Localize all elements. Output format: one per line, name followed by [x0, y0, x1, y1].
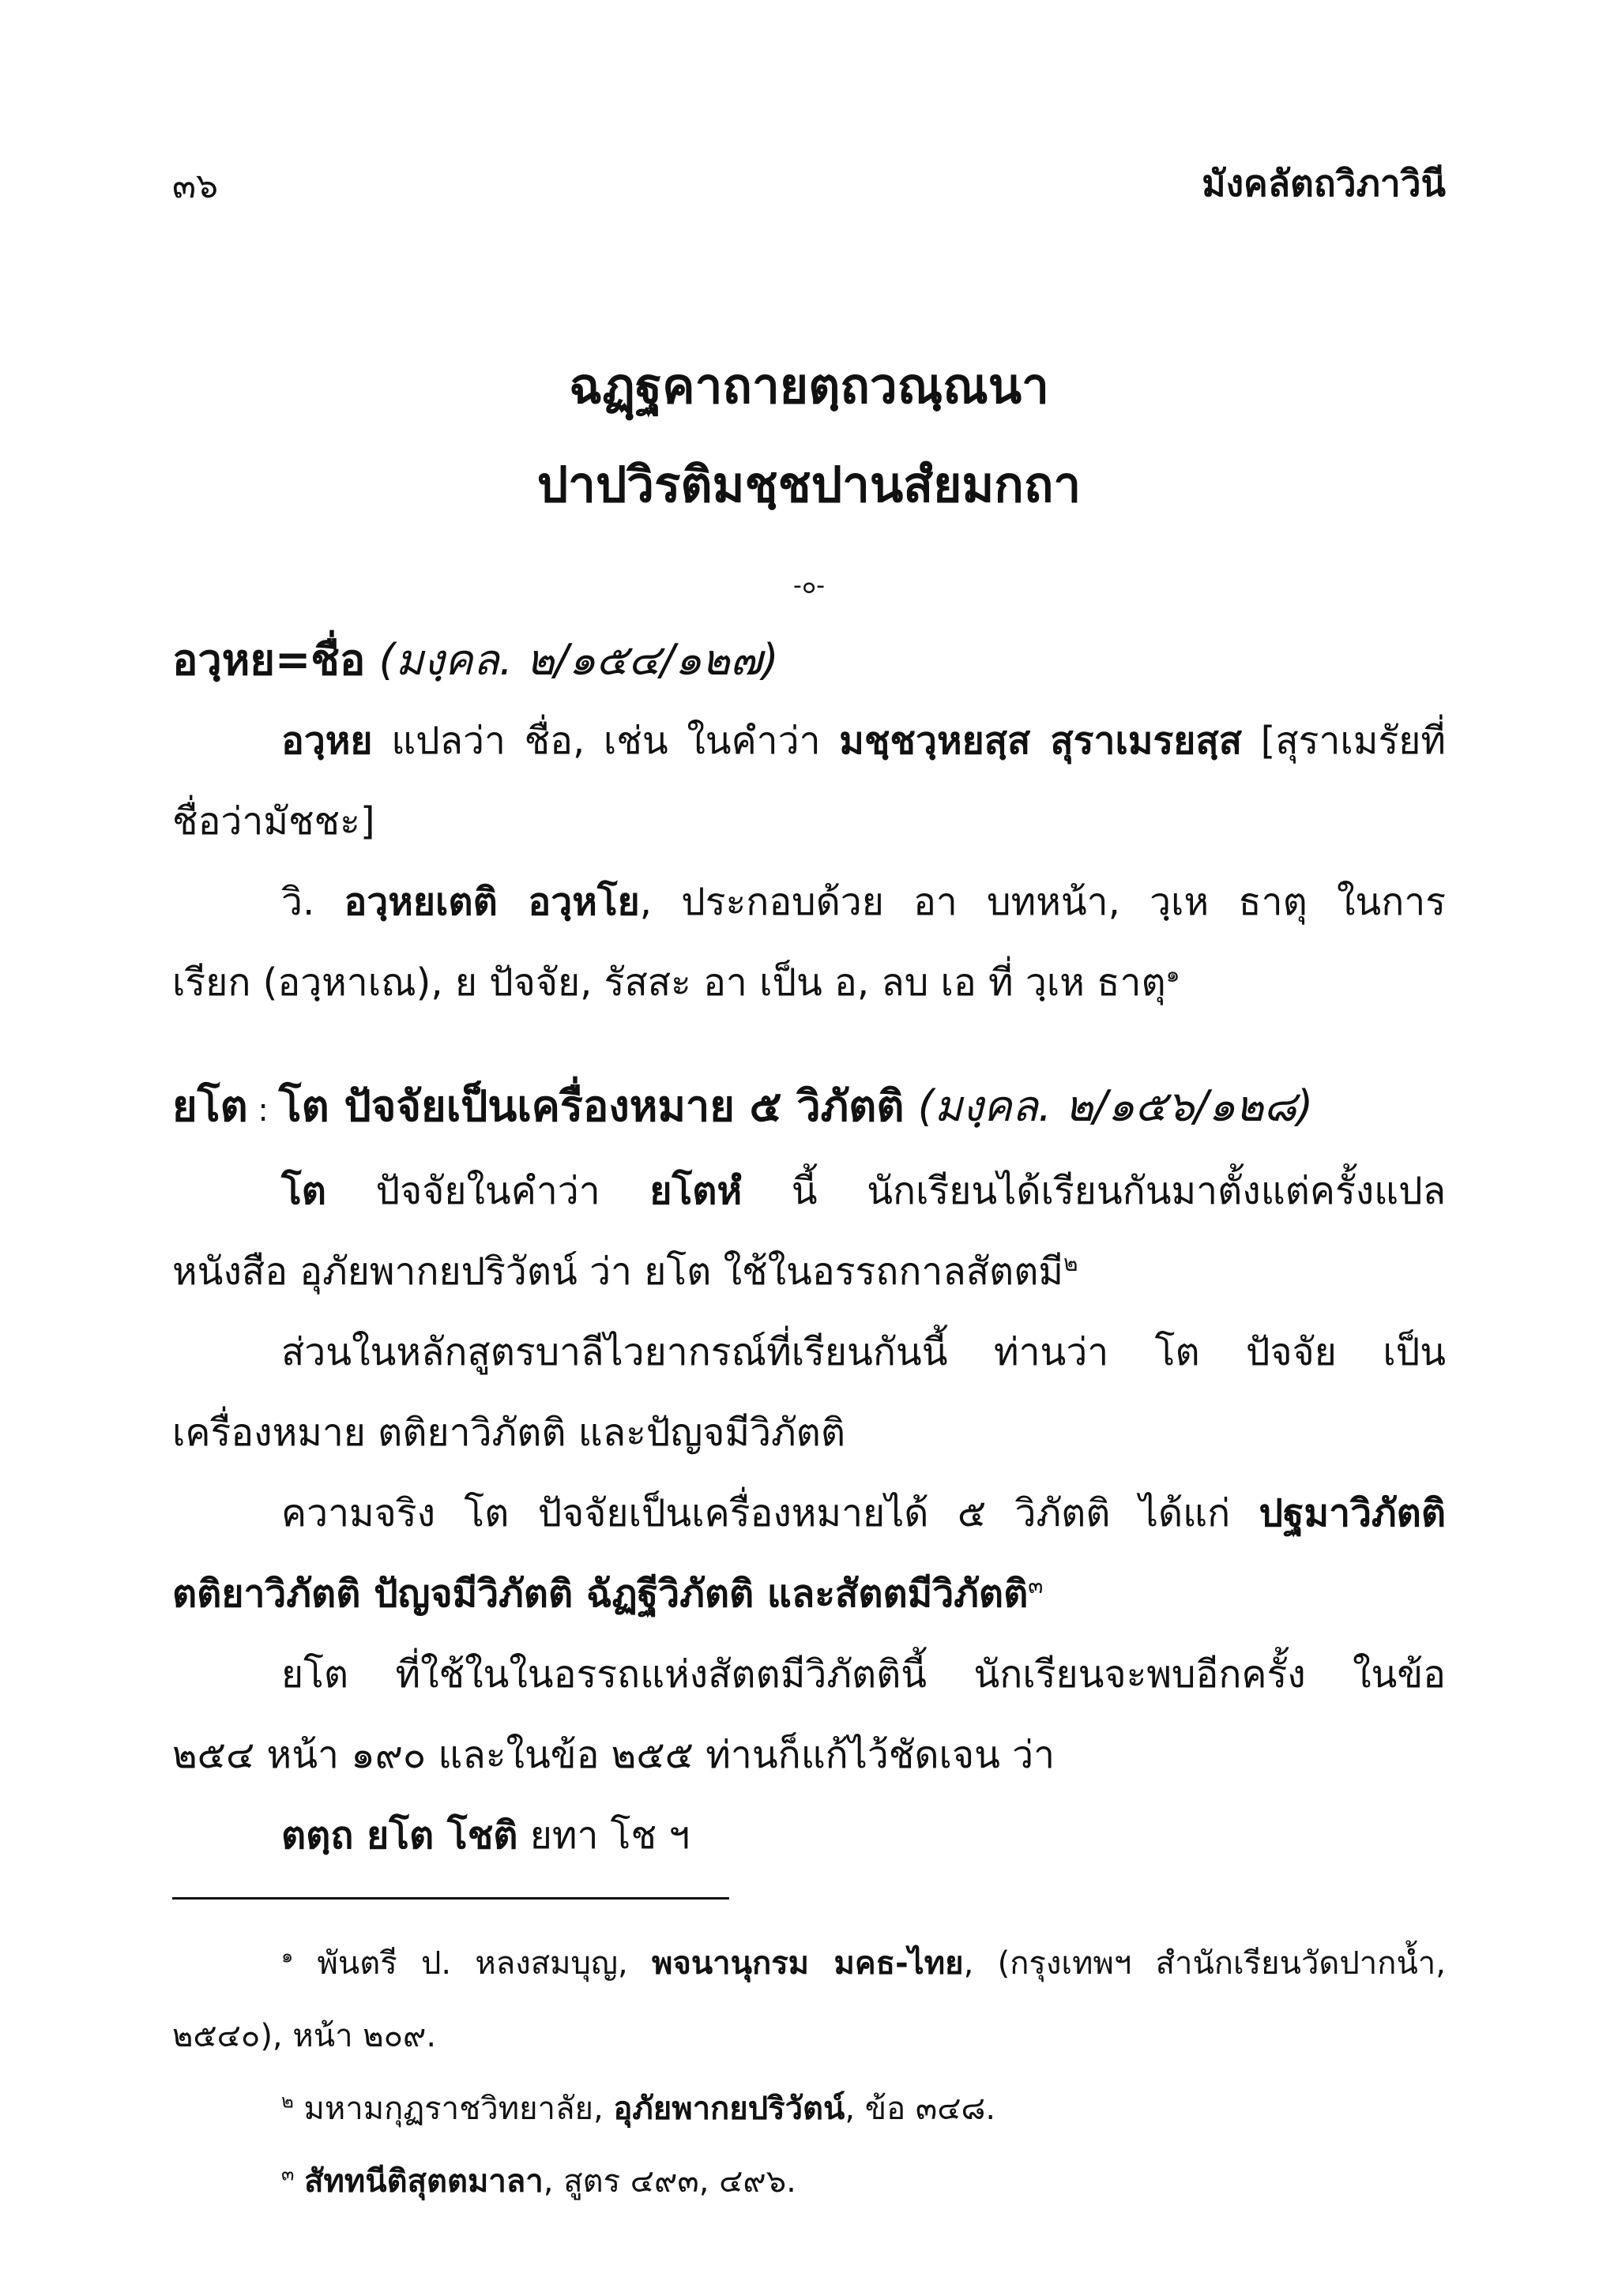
paragraph-line [172, 1554, 1446, 1634]
footnote-text: , สูตร ๔๙๓, ๔๙๖. [543, 2163, 796, 2200]
footnote-text: , (กรุงเทพฯ สำนักเรียนวัดปากน้ำ, [963, 1945, 1446, 1982]
paragraph-line: ส่วนในหลักสูตรบาลีไวยากรณ์ที่เรียนกันนี้ ท่านว่า โต ปัจจัย เป็น [281, 1330, 1446, 1374]
paragraph-text: ยทา โช ฯ [529, 1813, 690, 1858]
footnote-marker[interactable]: ๒ [1063, 1250, 1078, 1276]
paragraph-line [172, 1795, 1446, 1876]
paragraph-line: ชื่อว่ามัชชะ] [172, 799, 375, 844]
paragraph-text: ความจริง โต ปัจจัยเป็นเครื่องหมายได้ ๕ วิภัตติ ได้แก่ [281, 1491, 1231, 1535]
paragraph-line [172, 1473, 1446, 1554]
pali-term: อวฺหย [281, 719, 373, 763]
page-number: ๓๖ [172, 166, 219, 206]
heading-colon: : [247, 1092, 279, 1129]
pali-term: ยโตหํ [649, 1169, 743, 1213]
pali-term: โต [281, 1169, 326, 1213]
paragraph-line [172, 1231, 1446, 1312]
chapter-title-line-1: ฉฏฺฐคาถายตฺถวณฺณนา [569, 357, 1049, 415]
paragraph-text: , ประกอบด้วย อา บทหน้า, วฺเห ธาตุ ในการ [639, 880, 1447, 924]
footnote-marker[interactable]: ๓ [1028, 1573, 1044, 1599]
section-heading [172, 620, 1446, 701]
footnote-source-title: พจนานุกรม มคธ-ไทย [652, 1945, 964, 1982]
paragraph-line [172, 701, 1446, 781]
section-heading [172, 1066, 1446, 1151]
heading-term: อวฺหย=ชื่อ [172, 635, 366, 685]
paragraph-text: เรียก (อวฺหาเณ), ย ปัจจัย, รัสสะ อา เป็น อ, ลบ เอ ที่ วฺเห ธาตุ [172, 960, 1166, 1005]
heading-reference: (มงฺคล. ๒/๑๕๔/๑๒๗) [378, 635, 779, 685]
footnote-text: , ข้อ ๓๔๘. [845, 2091, 996, 2127]
footnote-text: พันตรี ป. หลงสมบุญ, [317, 1945, 628, 1982]
paragraph-text: หนังสือ อุภัยพากยปริวัตน์ ว่า ยโต ใช้ในอรรถกาลสัตตมี [172, 1249, 1064, 1294]
footnote-text: มหามกุฏราชวิทยาลัย, [303, 2091, 604, 2127]
footnote-marker: ๓ [281, 2163, 295, 2185]
paragraph-line [172, 862, 1446, 942]
footnote-marker: ๒ [281, 2090, 294, 2113]
heading-text: โต ปัจจัยเป็นเครื่องหมาย ๕ วิภัตติ [278, 1081, 905, 1131]
footnote-1-continued: ๒๕๔๐), หน้า ๒๐๙. [172, 2018, 437, 2054]
paragraph-line: เครื่องหมาย ตติยาวิภัตติ และปัญจมีวิภัตติ [172, 1411, 845, 1455]
paragraph-text: [สุราเมรัยที่ [1260, 719, 1447, 763]
footnote-rule [172, 1897, 729, 1900]
paragraph-text: วิ. [281, 880, 315, 924]
footnotes [172, 1927, 1446, 2218]
footnote-source-title: สัททนีติสุตตมาลา [304, 2163, 544, 2200]
pali-term: ตติยาวิภัตติ ปัญจมีวิภัตติ ฉัฏฐีวิภัตติ และสัตตมีวิภัตติ [172, 1572, 1029, 1616]
chapter-title-line-2: ปาปวิรติมชฺชปานสํยมกถา [536, 456, 1082, 513]
footnote-3 [172, 2145, 1446, 2218]
footnote-marker: ๑ [281, 1945, 294, 1967]
section-avhaya [172, 620, 1446, 1023]
paragraph-text: แปลว่า ชื่อ, เช่น ในคำว่า [391, 719, 821, 763]
footnote-2 [172, 2072, 1446, 2145]
footnote-source-title: อุภัยพากยปริวัตน์ [613, 2091, 845, 2127]
paragraph-line [172, 942, 1446, 1023]
heading-reference: (มงฺคล. ๒/๑๕๖/๑๒๘) [917, 1081, 1314, 1131]
paragraph-line: ยโต ที่ใช้ในในอรรถแห่งสัตตมีวิภัตตินี้ นักเรียนจะพบอีกครั้ง ในข้อ [281, 1652, 1446, 1697]
paragraph-line: ๒๕๔ หน้า ๑๙๐ และในข้อ ๒๕๕ ท่านก็แก้ไว้ชัดเจน ว่า [172, 1733, 1055, 1777]
paragraph-line [172, 1151, 1446, 1231]
paragraph-text: ปัจจัยในคำว่า [375, 1169, 600, 1213]
heading-term: ยโต [172, 1081, 248, 1131]
paragraph-text: นี้ นักเรียนได้เรียนกันมาตั้งแต่ครั้งแปล [791, 1169, 1446, 1213]
running-header: มังคลัตถวิภาวินี [1202, 162, 1446, 205]
footnote-1 [172, 1927, 1446, 2000]
pali-term: มชฺชวฺหยสฺส สุราเมรยสฺส [839, 719, 1242, 763]
pali-term: ปฐมาวิภัตติ [1259, 1491, 1446, 1535]
section-yato [172, 1066, 1446, 1876]
footnote-marker[interactable]: ๑ [1165, 961, 1180, 987]
pali-term: อวฺหยเตติ อวฺหโย [344, 880, 640, 924]
pali-term: ตตฺถ ยโต โชติ [281, 1813, 518, 1858]
section-separator: -๐- [793, 572, 825, 599]
